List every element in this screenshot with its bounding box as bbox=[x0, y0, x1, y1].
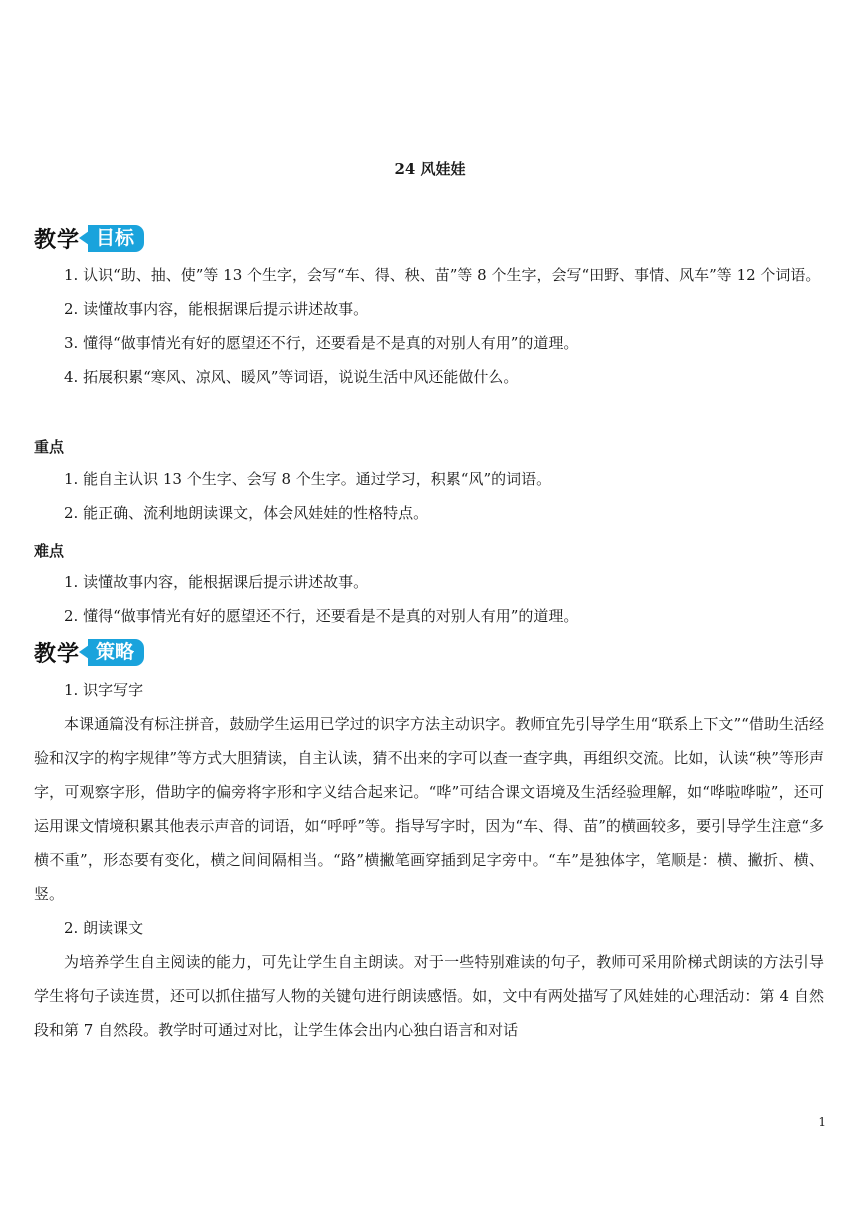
badge-dark-text: 教学 bbox=[34, 227, 81, 253]
strategy-content bbox=[34, 673, 824, 1047]
goals-list bbox=[34, 258, 824, 394]
strategy-subtitle: 2. 朗读课文 bbox=[64, 919, 144, 937]
strategy-paragraph: 为培养学生自主阅读的能力，可先让学生自主朗读。对于一些特别难读的句子，教师可采用阶梯式朗读的方法引导学生将句子读连贯，还可以抓住描写人物的关键句进行朗读感悟。如，文中有两处描写了风娃娃的心理活动：第 4 自然段和第 7 自然段。教学时可通过对比，让学生体会出内心独白语言和对话 bbox=[34, 953, 824, 1039]
strategy-subtitle: 1. 识字写字 bbox=[64, 681, 144, 699]
key-points-heading: 重点 bbox=[34, 438, 65, 456]
key-point-item: 2. 能正确、流利地朗读课文，体会风娃娃的性格特点。 bbox=[64, 504, 429, 522]
difficulties-heading: 难点 bbox=[34, 542, 65, 560]
badge-pill-text: 目标 bbox=[88, 225, 144, 252]
key-point-item: 1. 能自主认识 13 个生字、会写 8 个生字。通过学习，积累“风”的词语。 bbox=[64, 470, 552, 488]
goal-item: 1. 认识“助、抽、使”等 13 个生字，会写“车、得、秧、苗”等 8 个生字，会写“田野、事情、风车”等 12 个词语。 bbox=[64, 266, 821, 284]
badge-pill-text: 策略 bbox=[88, 639, 144, 666]
badge-dark-text: 教学 bbox=[34, 641, 81, 667]
strategy-paragraph: 本课通篇没有标注拼音，鼓励学生运用已学过的识字方法主动识字。教师宜先引导学生用“联系上下文”“借助生活经验和汉字的构字规律”等方式大胆猜读，自主认读，猜不出来的字可以查一查字典，再组织交流。比如，认读“秧”等形声字，可观察字形，借助字的偏旁将字形和字义结合起来记。“哗”可结合课文语境及生活经验理解，如“哗啦哗啦”，还可运用课文情境积累其他表示声音的词语，如“呼呼”等。指导写字时，因为“车、得、苗”的横画较多，要引导学生注意“多横不重”，形态要有变化，横之间间隔相当。“路”横撇笔画穿插到足字旁中。“车”是独体字，笔顺是：横、撇折、横、竖。 bbox=[34, 715, 824, 903]
page-number: 1 bbox=[818, 1115, 826, 1129]
difficulties-list bbox=[34, 565, 824, 633]
key-points-list bbox=[34, 462, 824, 530]
difficulty-item: 2. 懂得“做事情光有好的愿望还不行，还要看是不是真的对别人有用”的道理。 bbox=[64, 607, 579, 625]
goal-item: 3. 懂得“做事情光有好的愿望还不行，还要看是不是真的对别人有用”的道理。 bbox=[64, 334, 579, 352]
section-badge-strategy bbox=[34, 637, 144, 667]
difficulty-item: 1. 读懂故事内容，能根据课后提示讲述故事。 bbox=[64, 573, 369, 591]
document-title: 24 风娃娃 bbox=[394, 160, 466, 178]
goal-item: 4. 拓展积累“寒风、凉风、暖风”等词语，说说生活中风还能做什么。 bbox=[64, 368, 519, 386]
section-badge-goals bbox=[34, 223, 144, 253]
goal-item: 2. 读懂故事内容，能根据课后提示讲述故事。 bbox=[64, 300, 369, 318]
